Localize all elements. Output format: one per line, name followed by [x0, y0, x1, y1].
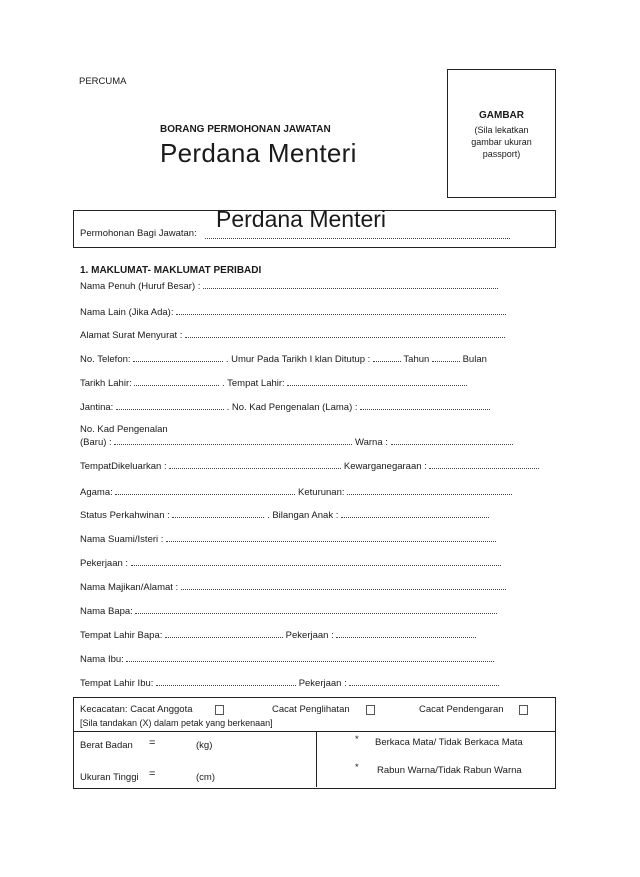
pob-field[interactable] [287, 376, 467, 386]
marital-row [80, 508, 489, 521]
occupation-row [80, 556, 501, 569]
divider-vertical [316, 731, 317, 787]
father-pob-label: Tempat Lahir Bapa: [80, 630, 163, 641]
descent-label: Keturunan: [298, 487, 345, 498]
mother-row [80, 652, 494, 665]
color-label: Warna : [354, 437, 388, 448]
father-pob-row [80, 628, 476, 641]
section-title: 1. MAKLUMAT- MAKLUMAT PERIBADI [80, 265, 262, 276]
issued-field[interactable] [169, 459, 341, 469]
religion-row [80, 485, 512, 498]
member-label: Cacat Anggota [130, 704, 193, 715]
mother-label: Nama Ibu: [80, 654, 124, 665]
application-value: Perdana Menteri [216, 206, 387, 232]
age-year-field[interactable] [373, 352, 401, 362]
hearing-checkbox[interactable] [519, 705, 528, 715]
citizenship-field[interactable] [429, 459, 539, 469]
old-ic-field[interactable] [360, 400, 490, 410]
height-unit[interactable]: (cm) [196, 772, 215, 783]
full-name-field[interactable] [203, 279, 498, 289]
form-title: BORANG PERMOHONAN JAWATAN [160, 124, 331, 135]
age-month-field[interactable] [432, 352, 460, 362]
glasses-option[interactable]: Berkaca Mata/ Tidak Berkaca Mata [375, 737, 523, 748]
father-label: Nama Bapa: [80, 606, 133, 617]
spouse-field[interactable] [166, 532, 496, 542]
new-ic-row-title [80, 424, 168, 435]
father-job-field[interactable] [336, 628, 476, 638]
spouse-label: Nama Suami/Isteri : [80, 534, 164, 545]
address-label: Alamat Surat Menyurat : [80, 330, 183, 341]
disability-row [80, 704, 193, 715]
divider-horizontal [74, 731, 555, 732]
issued-row [80, 459, 539, 472]
photo-note: (Sila lekatkan gambar ukuran passport) [471, 125, 532, 159]
photo-title: GAMBAR [479, 110, 524, 121]
free-label: PERCUMA [79, 76, 127, 87]
religion-label: Agama: [80, 487, 113, 498]
gender-field[interactable] [116, 400, 224, 410]
occupation-field[interactable] [131, 556, 501, 566]
photo-box[interactable] [447, 69, 556, 198]
religion-field[interactable] [115, 485, 295, 495]
year-label: Tahun [403, 354, 430, 365]
mother-pob-field[interactable] [156, 676, 296, 686]
colorblind-bullet: * [355, 762, 359, 773]
gender-label: Jantina: [80, 402, 114, 413]
new-ic-field[interactable] [114, 435, 352, 445]
employer-row [80, 580, 506, 593]
weight-unit[interactable]: (kg) [196, 740, 213, 751]
new-ic-row [80, 435, 513, 448]
glasses-bullet: * [355, 734, 359, 745]
citizenship-label: Kewarganegaraan : [343, 461, 427, 472]
mother-field[interactable] [126, 652, 494, 662]
father-row [80, 604, 497, 617]
application-line[interactable] [205, 229, 510, 239]
colorblind-option[interactable]: Rabun Warna/Tidak Rabun Warna [377, 765, 522, 776]
mother-job-label: Pekerjaan : [298, 678, 347, 689]
sight-checkbox[interactable] [366, 705, 375, 715]
other-name-label: Nama Lain (Jika Ada): [80, 307, 174, 318]
address-row [80, 328, 505, 341]
dob-label: Tarikh Lahir: [80, 378, 132, 389]
employer-field[interactable] [181, 580, 506, 590]
descent-field[interactable] [347, 485, 512, 495]
member-checkbox[interactable] [215, 705, 224, 715]
phone-label: No. Telefon: [80, 354, 131, 365]
gender-row [80, 400, 490, 413]
age-label: . Umur Pada Tarikh I klan Ditutup : [225, 354, 371, 365]
hearing-label: Cacat Pendengaran [419, 704, 504, 715]
phone-row [80, 352, 487, 365]
employer-label: Nama Majikan/Alamat : [80, 582, 179, 593]
weight-equals: = [149, 737, 156, 749]
pob-label: . Tempat Lahir: [222, 378, 285, 389]
dob-field[interactable] [134, 376, 219, 386]
old-ic-label: . No. Kad Pengenalan (Lama) : [226, 402, 358, 413]
address-field[interactable] [185, 328, 505, 338]
marital-field[interactable] [172, 508, 264, 518]
height-equals: = [149, 768, 156, 780]
father-field[interactable] [135, 604, 497, 614]
children-field[interactable] [341, 508, 489, 518]
mother-pob-label: Tempat Lahir Ibu: [80, 678, 154, 689]
issued-label: TempatDikeluarkan : [80, 461, 167, 472]
weight-label: Berat Badan [80, 740, 133, 751]
father-job-label: Pekerjaan : [285, 630, 334, 641]
application-label: Permohonan Bagi Jawatan: [80, 228, 197, 239]
height-label: Ukuran Tinggi [80, 772, 139, 783]
disability-label: Kecacatan: [80, 704, 128, 715]
father-pob-field[interactable] [165, 628, 283, 638]
new-ic-label: No. Kad Pengenalan [80, 424, 168, 435]
occupation-label: Pekerjaan : [80, 558, 129, 569]
full-name-label: Nama Penuh (Huruf Besar) : [80, 281, 201, 292]
phone-field[interactable] [133, 352, 223, 362]
children-label: . Bilangan Anak : [267, 510, 339, 521]
marital-label: Status Perkahwinan : [80, 510, 170, 521]
color-field[interactable] [391, 435, 513, 445]
mother-job-field[interactable] [349, 676, 499, 686]
mother-pob-row [80, 676, 499, 689]
other-name-row [80, 305, 506, 318]
month-label: Bulan [462, 354, 487, 365]
position-title: Perdana Menteri [160, 138, 357, 168]
other-name-field[interactable] [176, 305, 506, 315]
dob-row [80, 376, 467, 389]
spouse-row [80, 532, 496, 545]
sight-label: Cacat Penglihatan [272, 704, 350, 715]
disability-note: [Sila tandakan (X) dalam petak yang berkenaan] [80, 718, 273, 728]
full-name-row [80, 279, 498, 292]
new-ic-baru-label: (Baru) : [80, 437, 112, 448]
